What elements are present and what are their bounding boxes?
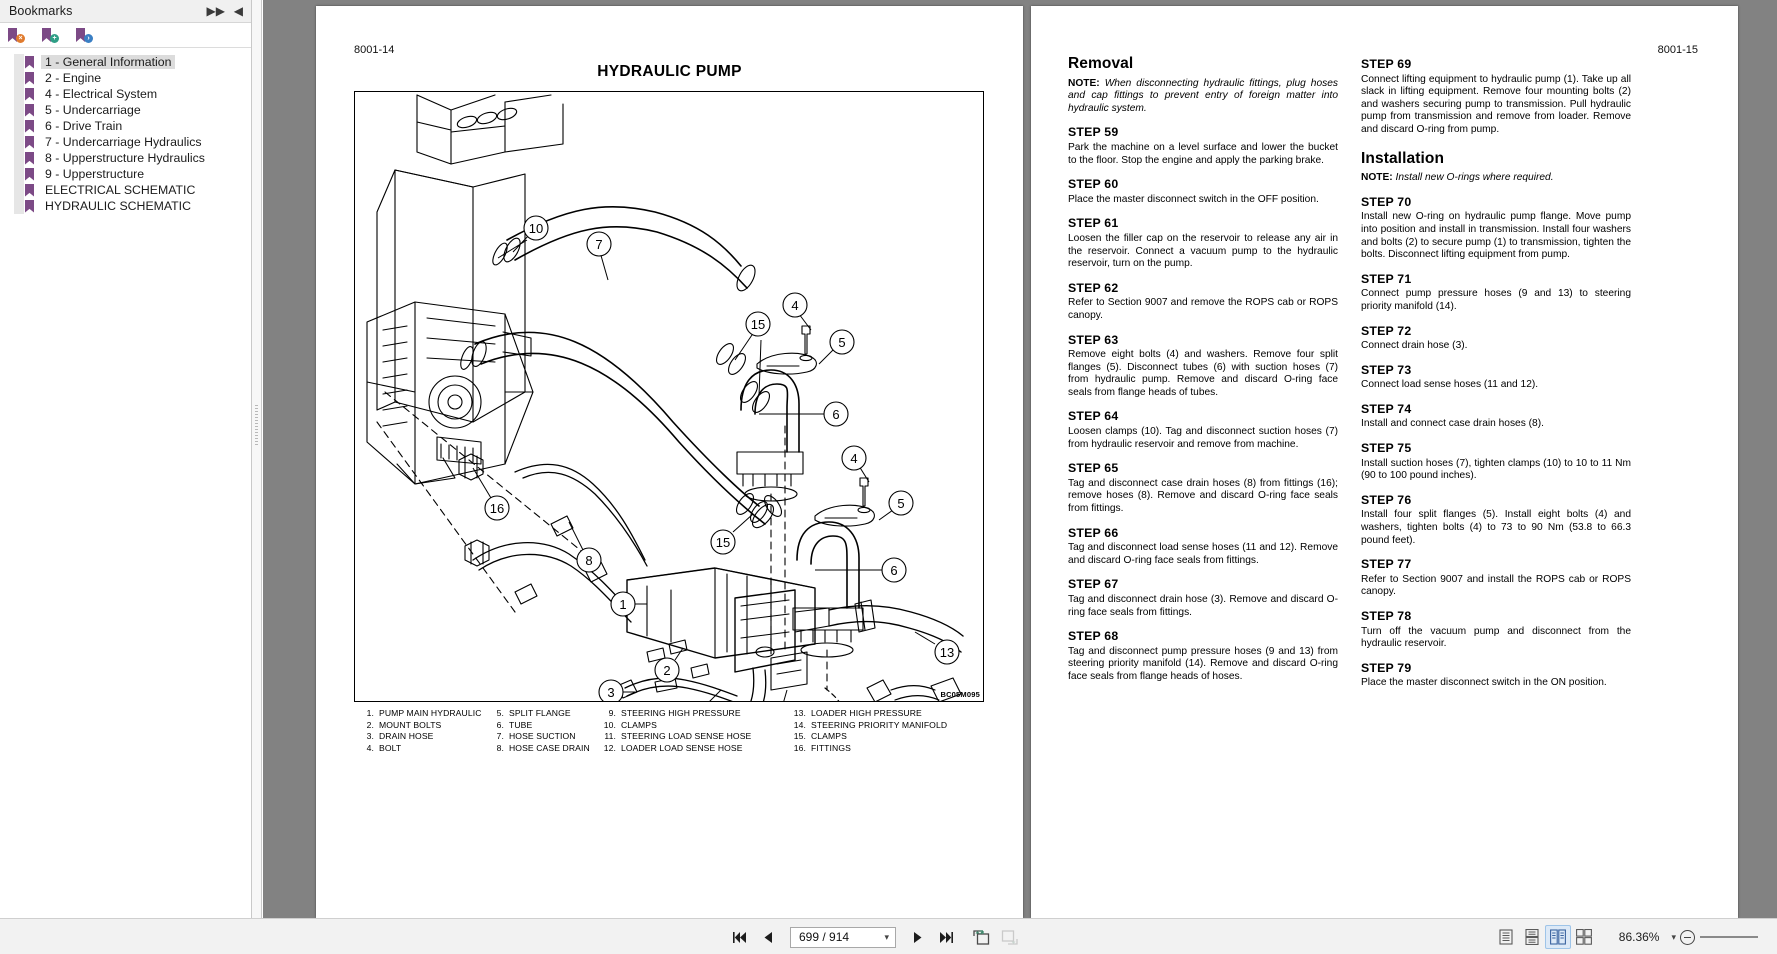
legend-number: 14.	[793, 719, 806, 730]
previous-view-icon[interactable]	[972, 928, 991, 947]
legend-item	[356, 743, 486, 755]
svg-text:5: 5	[897, 496, 905, 511]
section-heading-installation: Installation	[1361, 149, 1445, 167]
bookmarks-panel-header	[0, 0, 251, 23]
step-heading: STEP 68	[1068, 629, 1119, 644]
step-body: Refer to Section 9007 and remove the ROPS cab or ROPS canopy.	[1068, 297, 1338, 321]
viewer-bottom-toolbar	[0, 918, 1777, 954]
removal-note	[1068, 78, 1338, 116]
legend-item	[598, 731, 788, 743]
step-heading: STEP 62	[1068, 280, 1119, 295]
hydraulic-pump-exploded-diagram	[354, 91, 984, 702]
tree-guide-line	[14, 182, 24, 198]
step-body: Tag and disconnect case drain hoses (8) from fittings (16); remove hoses (8). Remove and discard O-ring face seals from fittings.	[1068, 477, 1338, 515]
step-heading: STEP 76	[1361, 492, 1412, 507]
tree-guide-line	[14, 54, 24, 70]
step-heading: STEP 72	[1361, 323, 1412, 338]
step-heading: STEP 78	[1361, 609, 1412, 623]
legend-label: DRAIN HOSE	[379, 731, 434, 742]
page-folio-left: 8001-14	[354, 44, 395, 56]
svg-text:6: 6	[890, 563, 898, 578]
bookmarks-list	[0, 48, 251, 214]
tree-guide-line	[14, 86, 24, 102]
legend-number: 1.	[366, 708, 374, 718]
two-page-continuous-view-icon[interactable]	[1571, 925, 1597, 949]
legend-item	[356, 708, 486, 720]
svg-text:16: 16	[489, 501, 505, 516]
legend-number: 9.	[608, 708, 616, 718]
bookmark-icon	[25, 72, 34, 85]
step-heading: STEP 70	[1361, 194, 1412, 209]
legend-number: 2.	[366, 719, 374, 730]
sidebar-item-hydraulic-schematic[interactable]	[0, 198, 251, 214]
legend-item	[356, 720, 486, 732]
legend-number: 6.	[496, 719, 504, 730]
delete-bookmark-icon[interactable]	[8, 27, 24, 43]
step-heading: STEP 61	[1068, 216, 1119, 231]
bookmark-label: 9 - Upperstructure	[45, 167, 145, 181]
chevron-down-icon[interactable]: ▾	[884, 931, 889, 942]
zoom-dropdown-caret-icon[interactable]: ▾	[1671, 931, 1676, 942]
legend-label: BOLT	[379, 742, 402, 753]
step-body: Tag and disconnect drain hose (3). Remove and discard O-ring face seals from fittings.	[1068, 594, 1338, 618]
bookmark-icon	[25, 120, 34, 133]
step-heading: STEP 60	[1068, 177, 1119, 192]
step-body: Place the master disconnect switch in the ON position.	[1361, 677, 1607, 689]
tree-guide-line	[14, 166, 24, 182]
text-column-installation	[1361, 58, 1631, 690]
legend-item	[486, 708, 598, 720]
bookmark-label: 4 - Electrical System	[45, 87, 158, 101]
legend-item	[788, 708, 963, 720]
legend-label: HOSE SUCTION	[509, 731, 576, 742]
bookmark-icon	[25, 152, 34, 165]
goto-badge-icon: ›	[84, 34, 93, 43]
svg-text:6: 6	[832, 407, 840, 422]
svg-text:15: 15	[750, 317, 766, 332]
svg-text:4: 4	[791, 298, 799, 313]
step-heading: STEP 73	[1361, 362, 1412, 377]
zoom-slider[interactable]	[1700, 936, 1758, 938]
bookmark-label: ELECTRICAL SCHEMATIC	[45, 183, 196, 197]
legend-item	[788, 743, 963, 755]
step-heading: STEP 63	[1068, 332, 1119, 347]
legend-label: LOADER LOAD SENSE HOSE	[621, 742, 743, 753]
legend-item	[598, 708, 788, 720]
bookmark-label: 8 - Upperstructure Hydraulics	[45, 151, 205, 165]
sidebar-item-drive-train[interactable]	[0, 118, 251, 134]
legend-number: 12.	[603, 742, 616, 753]
step-heading: STEP 65	[1068, 461, 1119, 476]
bookmark-icon	[25, 88, 34, 101]
step-body: Install suction hoses (7), tighten clamps (10) to 10 to 11 Nm (90 to 100 pound inches).	[1361, 457, 1631, 482]
legend-label: MOUNT BOLTS	[379, 719, 442, 730]
note-text: When disconnecting hydraulic fittings, plug hoses and cap fittings to prevent entry of foreign matter into hydraulic system.	[1068, 77, 1338, 114]
legend-label: TUBE	[509, 719, 533, 730]
svg-text:4: 4	[850, 451, 858, 466]
page-number-input[interactable]	[790, 927, 896, 948]
continuous-scroll-view-icon[interactable]	[1519, 925, 1545, 949]
step-heading: STEP 79	[1361, 660, 1412, 675]
view-mode-group	[1493, 919, 1763, 954]
svg-text:10: 10	[528, 221, 544, 236]
bookmark-icon	[25, 184, 34, 197]
legend-number: 4.	[366, 742, 374, 753]
legend-number: 11.	[604, 731, 616, 742]
step-heading: STEP 59	[1068, 125, 1119, 140]
legend-label: STEERING LOAD SENSE HOSE	[621, 731, 752, 742]
splitter-grip	[255, 405, 258, 445]
legend-item	[598, 743, 788, 755]
step-heading: STEP 66	[1068, 525, 1119, 540]
note-label: NOTE:	[1068, 77, 1100, 89]
step-body: Connect pump pressure hoses (9 and 13) to steering priority manifold (14).	[1361, 288, 1631, 312]
bookmark-icon	[25, 136, 34, 149]
page-folio-right: 8001-15	[1657, 44, 1698, 56]
bookmark-label: 2 - Engine	[45, 71, 102, 85]
goto-bookmark-icon[interactable]	[76, 27, 92, 43]
bookmark-icon	[25, 200, 34, 213]
tree-guide-line	[14, 198, 24, 214]
next-page-icon[interactable]	[908, 928, 927, 947]
new-bookmark-icon[interactable]	[42, 27, 58, 43]
panel-splitter[interactable]	[252, 0, 262, 918]
svg-text:1: 1	[619, 597, 627, 612]
legend-label: STEERING PRIORITY MANIFOLD	[811, 719, 948, 730]
step-body: Refer to Section 9007 and install the ROPS cab or ROPS canopy.	[1361, 573, 1631, 598]
bookmark-icon	[25, 104, 34, 117]
section-heading-removal: Removal	[1068, 55, 1134, 72]
add-badge-icon: +	[50, 34, 59, 43]
page-navigation-group	[731, 919, 1019, 954]
sidebar-item-general-information[interactable]	[0, 54, 251, 70]
previous-page-icon[interactable]	[759, 928, 778, 947]
step-heading: STEP 71	[1361, 271, 1412, 286]
bookmark-label: 1 - General Information	[41, 55, 175, 69]
diagram-svg	[355, 92, 984, 702]
step-body: Place the master disconnect switch in the OFF position.	[1068, 193, 1319, 205]
tree-guide-line	[14, 150, 24, 166]
legend-number: 10.	[603, 719, 616, 730]
sidebar-item-electrical-schematic[interactable]	[0, 182, 251, 198]
chevron-left-icon[interactable]: ◀	[233, 4, 243, 18]
legend-item	[486, 743, 598, 755]
legend-item	[788, 731, 963, 743]
tree-guide-line	[14, 134, 24, 150]
legend-number: 16.	[793, 742, 806, 753]
legend-number: 3.	[366, 731, 374, 742]
bookmark-label: 6 - Drive Train	[45, 119, 123, 133]
svg-text:8: 8	[585, 553, 593, 568]
first-page-icon[interactable]	[731, 928, 750, 947]
bookmark-icon	[25, 56, 34, 69]
svg-text:5: 5	[838, 335, 846, 350]
step-body: Park the machine on a level surface and lower the bucket to the floor. Stop the engine and apply the parking brake.	[1068, 141, 1338, 166]
legend-item	[486, 720, 598, 732]
double-chevron-right-icon[interactable]: ▶▶	[206, 4, 225, 18]
step-body: Turn off the vacuum pump and disconnect from the hydraulic reservoir.	[1361, 625, 1631, 650]
legend-label: HOSE CASE DRAIN	[509, 742, 590, 753]
text-column-removal	[1068, 55, 1338, 684]
next-view-icon[interactable]	[1000, 928, 1019, 947]
legend-item	[598, 720, 788, 732]
sidebar-item-undercarriage-hydraulics[interactable]	[0, 134, 251, 150]
document-viewport[interactable]	[263, 0, 1777, 918]
sidebar-item-upperstructure[interactable]	[0, 166, 251, 182]
svg-text:3: 3	[607, 685, 615, 700]
legend-label: CLAMPS	[621, 719, 657, 730]
legend-number: 5.	[496, 708, 504, 718]
legend-item	[486, 731, 598, 743]
step-heading: STEP 75	[1361, 441, 1412, 456]
bookmark-icon	[25, 168, 34, 181]
sidebar-item-undercarriage[interactable]	[0, 102, 251, 118]
installation-note	[1361, 172, 1631, 185]
legend-label: CLAMPS	[811, 731, 847, 742]
single-page-view-icon[interactable]	[1493, 925, 1519, 949]
legend-label: SPLIT FLANGE	[509, 708, 571, 718]
legend-item	[356, 731, 486, 743]
legend-number: 8.	[496, 742, 504, 753]
step-heading: STEP 69	[1361, 57, 1412, 71]
svg-text:15: 15	[715, 535, 731, 550]
legend-label: STEERING HIGH PRESSURE	[621, 708, 741, 718]
step-body: Tag and disconnect pump pressure hoses (9 and 13) from steering priority manifold (14). Remove and discard O-ring face seals from flange heads of hoses.	[1068, 645, 1338, 682]
zoom-level-value: 86.36%	[1618, 930, 1660, 944]
step-body: Tag and disconnect load sense hoses (11 and 12). Remove and discard O-ring face seals from fittings.	[1068, 542, 1338, 566]
tree-guide-line	[14, 118, 24, 134]
step-body: Connect drain hose (3).	[1361, 340, 1468, 352]
step-heading: STEP 64	[1068, 409, 1119, 424]
legend-label: FITTINGS	[811, 742, 851, 753]
step-heading: STEP 67	[1068, 577, 1119, 592]
svg-text:13: 13	[939, 645, 955, 660]
sidebar-item-electrical-system[interactable]	[0, 86, 251, 102]
legend-label: PUMP MAIN HYDRAULIC	[379, 708, 482, 718]
bookmarks-panel-title: Bookmarks	[9, 4, 73, 18]
bookmark-label: 7 - Undercarriage Hydraulics	[45, 135, 202, 149]
document-page-left	[316, 6, 1023, 918]
figure-reference-code: BC05M095	[940, 690, 980, 699]
legend-item	[788, 720, 963, 732]
sidebar-item-engine[interactable]	[0, 70, 251, 86]
step-body: Install four split flanges (5). Install eight bolts (4) and washers, tighten bolts (4) to 73 to 90 Nm (53.8 to 66.3 pound feet).	[1361, 509, 1631, 546]
sidebar-item-upperstructure-hydraulics[interactable]	[0, 150, 251, 166]
step-body: Loosen the filler cap on the reservoir to release any air in the reservoir. Connect a vacuum pump to the hydraulic reservoir, turn on the pump.	[1068, 232, 1338, 270]
bookmark-label: 5 - Undercarriage	[45, 103, 141, 117]
legend-number: 15.	[793, 731, 806, 742]
parts-legend	[356, 708, 996, 754]
step-heading: STEP 77	[1361, 557, 1412, 572]
tree-guide-line	[14, 102, 24, 118]
svg-text:7: 7	[595, 237, 603, 252]
step-body: Install new O-ring on hydraulic pump flange. Move pump into position and install in transmission. Install four washers and bolts (2) to secure pump (1) to transmission, tighten the bolts. Disconnect lifting equipment from pump.	[1361, 211, 1631, 261]
tree-guide-line	[14, 70, 24, 86]
bookmarks-toolbar	[0, 23, 251, 48]
note-text: Install new O-rings where required.	[1395, 172, 1554, 184]
bookmark-label: HYDRAULIC SCHEMATIC	[45, 199, 191, 213]
last-page-icon[interactable]	[936, 928, 955, 947]
step-body: Loosen clamps (10). Tag and disconnect suction hoses (7) from hydraulic reservoir and remove from machine.	[1068, 426, 1338, 450]
legend-number: 7.	[496, 731, 504, 742]
step-body: Connect load sense hoses (11 and 12).	[1361, 379, 1539, 391]
step-heading: STEP 74	[1361, 401, 1412, 416]
step-body: Remove eight bolts (4) and washers. Remove four split flanges (5). Disconnect tubes (6) with suction hoses (7) from hydraulic pump. Remove and discard O-ring face seals from flange heads of tubes.	[1068, 349, 1338, 398]
bookmarks-sidebar	[0, 0, 252, 918]
step-body: Connect lifting equipment to hydraulic pump (1). Take up all slack in lifting equipment. Remove four mounting bolts (2) and washers securing pump to transmission. Pull hydraulic pump from transmission and remove from loader. Remove and discard O-ring from pump.	[1361, 73, 1631, 135]
figure-title: HYDRAULIC PUMP	[597, 63, 742, 80]
document-page-right	[1031, 6, 1738, 918]
zoom-out-icon[interactable]	[1680, 930, 1695, 945]
legend-number: 13.	[793, 708, 806, 718]
two-page-view-icon[interactable]	[1545, 925, 1571, 949]
page-number-value: 699 / 914	[799, 930, 850, 944]
note-label: NOTE:	[1361, 172, 1393, 184]
delete-badge-icon: ×	[16, 34, 25, 43]
step-body: Install and connect case drain hoses (8).	[1361, 418, 1544, 430]
legend-label: LOADER HIGH PRESSURE	[811, 708, 922, 718]
svg-text:2: 2	[663, 663, 671, 678]
